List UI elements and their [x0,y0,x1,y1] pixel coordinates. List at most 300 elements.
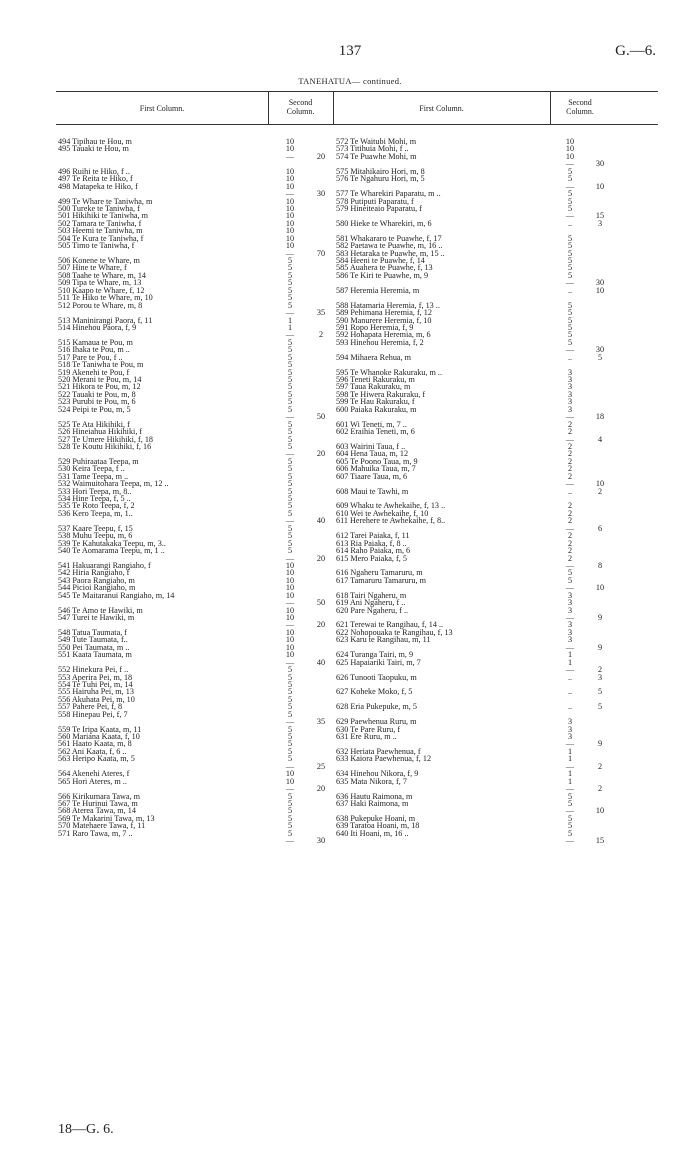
entry-value: 5 [567,308,573,318]
entry-name: 517 Pare te Pou, f .. [58,352,123,362]
entry-name: 588 Hatamaria Heremia, f, 13 .. [336,300,440,310]
entry-value: 5 [287,828,293,838]
list-item [58,183,338,190]
entry-value: 2 [567,553,573,563]
entry-value: 5 [287,821,293,831]
entry-name: 568 Aterea Tawa, m, 14 [58,806,136,816]
entry-value: 2 [567,531,573,541]
table-subtitle: TANEHATUA— continued. [298,76,402,86]
entry-value: — [285,308,295,318]
entry-value: 10 [565,151,575,161]
entry-value: 5 [287,501,293,511]
entry-value: — [565,806,575,816]
list-item [336,488,626,495]
entry-value: 3 [567,605,573,615]
entry-value: 10 [285,181,295,191]
header-rule-top [56,91,658,92]
entry-value: 5 [287,538,293,548]
entry-name: 524 Peipi te Pou, m, 5 [58,404,131,414]
entry-value: .. [567,285,573,295]
entry-value: — [285,836,295,846]
entry-value: 5 [567,821,573,831]
list-item [336,205,626,212]
entry-value: 10 [285,590,295,600]
list-item [336,287,626,294]
list-item [58,547,338,554]
entry-name: 631 Ere Ruru, m .. [336,732,397,741]
entry-name: 564 Akenehi Ateres, f [58,769,130,779]
entry-value: 3 [567,389,573,399]
entry-value: 10 [285,568,295,578]
entry-name: 617 Tamaruru Tamaruru, m [336,575,426,585]
entry-value: 10 [285,196,295,206]
entry-name: 581 Whakararo te Puawhe, f, 17 [336,233,442,243]
entry-value: 2 [567,501,573,511]
entry-value: — [565,434,575,444]
entry-name: 539 Te Kahutakaka Teepu, m, 3.. [58,538,166,548]
entry-value: 5 [567,241,573,251]
entry-name: 566 Kirikumara Tawa, m [58,791,141,801]
entry-subtotal: 3 [597,218,603,228]
entry-value: 1 [567,776,573,786]
entry-subtotal: 35 [316,308,326,318]
entry-name: 530 Keira Teepa, f .. [58,464,125,474]
entry-value: — [285,620,295,630]
entry-name: 634 Hinehou Nikora, f, 9 [336,769,419,779]
entry-name: 534 Hine Teepa, f, 5 .. [58,494,131,503]
entry-name: 600 Paiaka Rakuraku, m [336,404,417,414]
list-item [336,354,626,361]
entry-value: — [565,412,575,422]
entry-name: 559 Te Iripa Kaata, m, 11 [58,724,142,734]
entry-subtotal: 2 [597,784,603,794]
entry-name: 500 Tureke te Taniwha, f [58,203,140,213]
entry-value: 5 [287,419,293,429]
entry-value: 5 [287,434,293,444]
entry-value: — [565,583,575,593]
entry-name: 640 Iti Hoani, m, 16 .. [336,828,409,838]
entry-subtotal: 5 [597,687,603,697]
entry-subtotal: 8 [597,560,603,570]
entry-value: 5 [287,337,293,347]
entry-subtotal: 50 [316,412,326,422]
entry-value: 5 [287,397,293,407]
list-item [336,175,626,182]
entry-value: 5 [287,367,293,377]
entry-value: — [565,479,575,489]
entry-name: 579 Hineiteaio Paparatu, f [336,203,422,213]
entry-name: 556 Akuhata Pei, m, 10 [58,694,135,704]
entry-value: 5 [287,531,293,541]
entry-name: 594 Mihaera Rehua, m [336,352,412,362]
entry-subtotal: 15 [595,836,605,846]
entry-value: 2 [567,508,573,518]
entry-value: 5 [287,486,293,496]
entry-value: 5 [567,337,573,347]
entry-subtotal: 70 [316,248,326,258]
list-item [336,517,626,524]
entry-subtotal: 20 [316,151,326,161]
entry-value: 2 [567,464,573,474]
entry-value: .. [567,218,573,228]
entry-name: 518 Te Taniwha te Pou, m [58,360,144,370]
entry-value: 5 [287,263,293,273]
entry-value: — [565,278,575,288]
entry-name: 628 Eria Pukepuke, m, 5 [336,702,417,712]
entry-subtotal: 10 [595,181,605,191]
entry-name: 519 Akenehi te Pou, f [58,367,130,377]
entry-value: 5 [287,672,293,682]
entry-subtotal: 5 [597,702,603,712]
entry-value: 5 [287,293,293,303]
entry-value: 5 [287,523,293,533]
entry-name: 638 Pukepuke Hoani, m [336,813,416,823]
entry-name: 516 Ihaka te Pou, m .. [58,345,130,355]
entry-value: — [285,151,295,161]
entry-value: 5 [287,687,293,697]
entry-name: 529 Puhiraataa Teepa, m [58,456,139,466]
entry-name: 506 Konene te Whare, m [58,256,140,265]
entry-name: 620 Pare Ngaheru, f .. [336,605,409,615]
document-reference: G.—6. [615,43,656,59]
entry-subtotal: 40 [316,516,326,526]
entry-value: 5 [287,746,293,756]
entry-name: 609 Whaku te Awhekaihe, f, 13 .. [336,501,446,511]
entry-value: — [565,761,575,771]
list-item [336,428,626,435]
entry-value: 5 [287,352,293,362]
entry-value: 3 [567,404,573,414]
entry-name: 541 Hakuarangi Rangiaho, f [58,560,151,570]
list-item [58,755,338,762]
entry-name: 598 Te Hiwera Rakuraku, f [336,389,426,399]
entry-name: 511 Te Hiko te Whare, m, 10 [58,293,153,303]
entry-value: 1 [287,315,293,325]
entry-name: 567 Te Hurinui Tawa, m [58,798,138,808]
second-column-header-line1: Second [568,98,592,107]
entry-value: — [285,516,295,526]
second-column-header [550,98,610,116]
entry-value: — [285,248,295,258]
entry-value: 10 [285,560,295,570]
list-item [58,145,338,152]
entry-name: 595 Te Whanoke Rakuraku, m .. [336,367,442,377]
entry-subtotal: 15 [595,211,605,221]
list-item [58,711,338,718]
entry-name: 584 Heeni te Puawhe, f, 14 [336,256,425,265]
entry-value: 10 [285,635,295,645]
entry-name: 512 Porou te Whare, m, 8 [58,300,143,310]
list-item [336,220,626,227]
list-item [336,339,626,346]
entry-subtotal: 35 [316,717,326,727]
entry-value: 10 [285,137,295,146]
entry-name: 637 Haki Raimona, m [336,798,409,808]
entry-name: 574 Te Puawhe Mohi, m [336,151,417,161]
entry-name: 514 Hinehou Paora, f, 9 [58,322,137,332]
left-entry-list [58,138,338,845]
entry-name: 546 Te Amo te Hawiki, m [58,605,143,615]
list-item [58,778,338,785]
page-number: 137 [338,43,362,59]
entry-value: 1 [287,322,293,332]
entry-value: 10 [285,211,295,221]
entry-value: — [285,784,295,794]
entry-name: 622 Nohopouaka te Rangihau, f, 13 [336,627,453,637]
entry-name: 545 Te Maitaranui Rangiaho, m, 14 [58,590,175,600]
entry-subtotal: 3 [597,672,603,682]
entry-value: 10 [285,203,295,213]
entry-name: 601 Wi Teneti, m, 7 .. [336,419,407,429]
list-item [336,636,626,643]
entry-value: 5 [287,724,293,734]
entry-name: 585 Auahera te Puawhe, f, 13 [336,263,433,273]
entry-value: — [285,412,295,422]
entry-name: 560 Mariana Kaata, f, 10 [58,732,140,741]
entry-name: 549 Tute Taumata, f.. [58,635,128,645]
entry-name: 547 Turei te Hawiki, m [58,613,135,622]
list-item [336,800,626,807]
entry-value: 2 [567,546,573,556]
list-item [58,443,338,450]
entry-value: .. [567,486,573,496]
entry-value: 5 [287,285,293,295]
entry-name: 571 Raro Tawa, m, 7 .. [58,828,133,838]
entry-value: 5 [287,806,293,816]
entry-value: .. [567,672,573,682]
entry-subtotal: 10 [595,285,605,295]
entry-value: 2 [567,516,573,526]
entry-value: — [285,598,295,608]
list-item [58,651,338,658]
entry-subtotal: 20 [316,620,326,630]
entry-value: 5 [567,330,573,340]
entry-name: 639 Taratoa Hoani, m, 18 [336,821,420,831]
entry-value: 5 [567,263,573,273]
entry-name: 612 Tarei Paiaka, f, 11 [336,531,410,541]
list-item [58,242,338,249]
entry-value: 2 [567,456,573,466]
entry-subtotal: 25 [316,761,326,771]
entry-name: 497 Te Reita te Hiko, f [58,174,133,184]
entry-value: 10 [285,233,295,243]
entry-value: 5 [287,456,293,466]
entry-name: 623 Karu te Rangihau, m, 11 [336,635,431,645]
entry-value: 5 [567,813,573,823]
entry-value: 1 [567,754,573,764]
entry-value: 10 [285,241,295,251]
entry-value: 5 [287,813,293,823]
entry-name: 557 Pahere Pei, f, 8 [58,702,123,712]
entry-name: 610 Wei te Awhekaihe, f, 10 [336,508,429,518]
entry-name: 632 Heriata Paewhenua, f [336,746,421,756]
entry-value: 5 [287,404,293,414]
entry-name: 582 Paetawa te Puawhe, m, 16 .. [336,241,443,251]
entry-subtotal: 30 [595,345,605,355]
entry-value: 3 [567,397,573,407]
entry-subtotal: 30 [595,278,605,288]
entry-name: 544 Picioi Rangiaho, m [58,583,136,593]
list-item [336,577,626,584]
entry-value: 5 [287,508,293,518]
entry-name: 575 Mitahikairo Hori, m, 8 [336,166,425,176]
entry-value: 5 [287,345,293,355]
second-column-header-line2: Column. [566,107,594,116]
entry-value: 10 [285,218,295,228]
entry-name: 526 Hineiahua Hikihiki, f [58,427,143,437]
entry-value: 5 [287,732,293,741]
entry-value: 3 [567,620,573,630]
entry-value: 5 [287,798,293,808]
entry-name: 496 Ruihi te Hiko, f .. [58,166,130,176]
entry-value: — [565,739,575,749]
entry-value: — [285,657,295,667]
second-column-header-line2: Column. [286,107,315,116]
list-item [336,406,626,413]
entry-value: 2 [567,471,573,481]
entry-subtotal: 10 [595,583,605,593]
entry-value: 10 [285,642,295,652]
list-item [336,473,626,480]
first-column-header: First Column. [139,104,185,113]
entry-value: 5 [287,278,293,288]
entry-value: 5 [567,256,573,265]
entry-value: 5 [287,546,293,556]
entry-name: 535 Te Roto Teepa, f, 2 [58,501,135,511]
entry-value: 2 [567,449,573,459]
entry-subtotal: 20 [316,784,326,794]
entry-name: 521 Hikora te Pou, m, 12 [58,382,141,392]
entry-value: 1 [567,746,573,756]
entry-name: 569 Te Makarini Tawa, m, 13 [58,813,155,823]
entry-value: — [285,553,295,563]
entry-value: 10 [285,613,295,622]
entry-name: 563 Heripo Kaata, m, 5 [58,754,135,764]
list-item [336,755,626,762]
entry-value: 1 [567,769,573,779]
entry-value: 5 [287,256,293,265]
entry-name: 498 Matapeka te Hiko, f [58,181,138,191]
list-item [336,778,626,785]
list-item [336,837,626,844]
entry-value: 5 [287,709,293,719]
entry-subtotal: 18 [595,412,605,422]
entry-subtotal: 10 [595,479,605,489]
entry-name: 621 Terewai te Rangihau, f, 14 .. [336,620,444,630]
entry-name: 522 Tauaki te Pou, m, 8 [58,389,136,399]
entry-name: 627 Koheke Moko, f, 5 [336,687,413,697]
entry-value: 5 [567,300,573,310]
entry-name: 550 Pei Taumata, m .. [58,642,130,652]
entry-subtotal: 30 [316,836,326,846]
entry-name: 537 Kaare Teepu, f, 15 [58,523,133,533]
entry-value: 2 [567,538,573,548]
entry-value: 5 [567,189,573,199]
entry-name: 538 Muhu Teepu, m, 6 [58,531,133,541]
entry-name: 630 Te Pare Ruru, f [336,724,401,734]
list-item [58,837,338,844]
entry-name: 553 Aperira Pei, m, 18 [58,672,133,682]
entry-name: 580 Hieke te Wharekiri, m, 6 [336,218,432,228]
entry-name: 635 Mata Nikora, f, 7 [336,776,407,786]
entry-value: — [285,761,295,771]
entry-name: 525 Te Ata Hikihiki, f [58,419,130,429]
entry-name: 619 Ani Ngaheru, f .. [336,598,406,608]
entry-value: 3 [567,627,573,637]
entry-value: 3 [567,732,573,741]
entry-value: 5 [287,375,293,384]
entry-name: 611 Herehere te Awhekaihe, f, 8.. [336,516,446,526]
entry-value: — [565,642,575,652]
entry-value: 5 [567,248,573,258]
entry-subtotal: 5 [597,352,603,362]
entry-name: 602 Eraihia Teneti, m, 6 [336,427,415,437]
entry-value: 5 [567,166,573,176]
entry-name: 551 Kaata Taumata, m [58,650,132,660]
entry-name: 618 Tairi Ngaheru, m [336,590,407,600]
entry-value: 5 [287,300,293,310]
entry-value: 10 [285,575,295,585]
entry-value: 10 [285,144,295,154]
entry-value: 5 [287,494,293,503]
entry-name: 523 Purubi te Pou, m, 6 [58,397,136,407]
entry-value: 5 [567,575,573,585]
entry-name: 616 Ngaheru Tamaruru, m [336,568,423,578]
entry-name: 577 Te Wharekiri Paparatu, m .. [336,189,441,199]
second-column-header [268,98,333,116]
entry-value: — [285,717,295,727]
entry-name: 561 Haato Kaata, m, 8 [58,739,132,749]
list-item [336,555,626,562]
first-column-header: First Column. [419,104,464,113]
entry-name: 502 Tamara te Taniwha, f [58,218,142,228]
entry-name: 629 Paewhenua Ruru, m [336,717,417,727]
entry-value: 5 [287,791,293,801]
entry-name: 554 Te Tuhi Pei, m, 14 [58,679,133,689]
entry-value: 5 [287,427,293,437]
entry-value: 10 [285,174,295,184]
entry-value: — [565,523,575,533]
list-item [336,272,626,279]
entry-subtotal: 4 [597,434,603,444]
entry-value: — [565,181,575,191]
entry-name: 633 Kaiora Paewhenua, f, 12 [336,754,432,764]
entry-name: 608 Maui te Tawhi, m [336,486,409,496]
entry-name: 626 Tunooti Taopuku, m [336,672,417,682]
entry-value: 5 [287,679,293,689]
entry-name: 499 Te Whare te Taniwha, m [58,196,153,206]
entry-value: 5 [287,739,293,749]
entry-name: 513 Maninirangi Paora, f, 11 [58,315,153,325]
entry-name: 607 Tiaare Taua, m, 6 [336,471,408,481]
entry-name: 614 Raho Paiaka, m, 6 [336,546,411,556]
entry-value: 5 [567,174,573,184]
entry-value: 5 [567,828,573,838]
entry-name: 565 Hori Ateres, m .. [58,776,127,786]
entry-value: 3 [567,382,573,392]
entry-value: 10 [285,650,295,660]
entry-name: 625 Hapaiariki Tairi, m, 7 [336,657,421,667]
entry-value: 10 [285,776,295,786]
second-column-header-line1: Second [288,98,313,107]
entry-value: — [565,560,575,570]
entry-subtotal: 6 [597,523,603,533]
entry-value: 3 [567,598,573,608]
list-item [58,614,338,621]
entry-value: 5 [287,270,293,280]
entry-value: 10 [565,144,575,154]
entry-value: 5 [287,665,293,675]
